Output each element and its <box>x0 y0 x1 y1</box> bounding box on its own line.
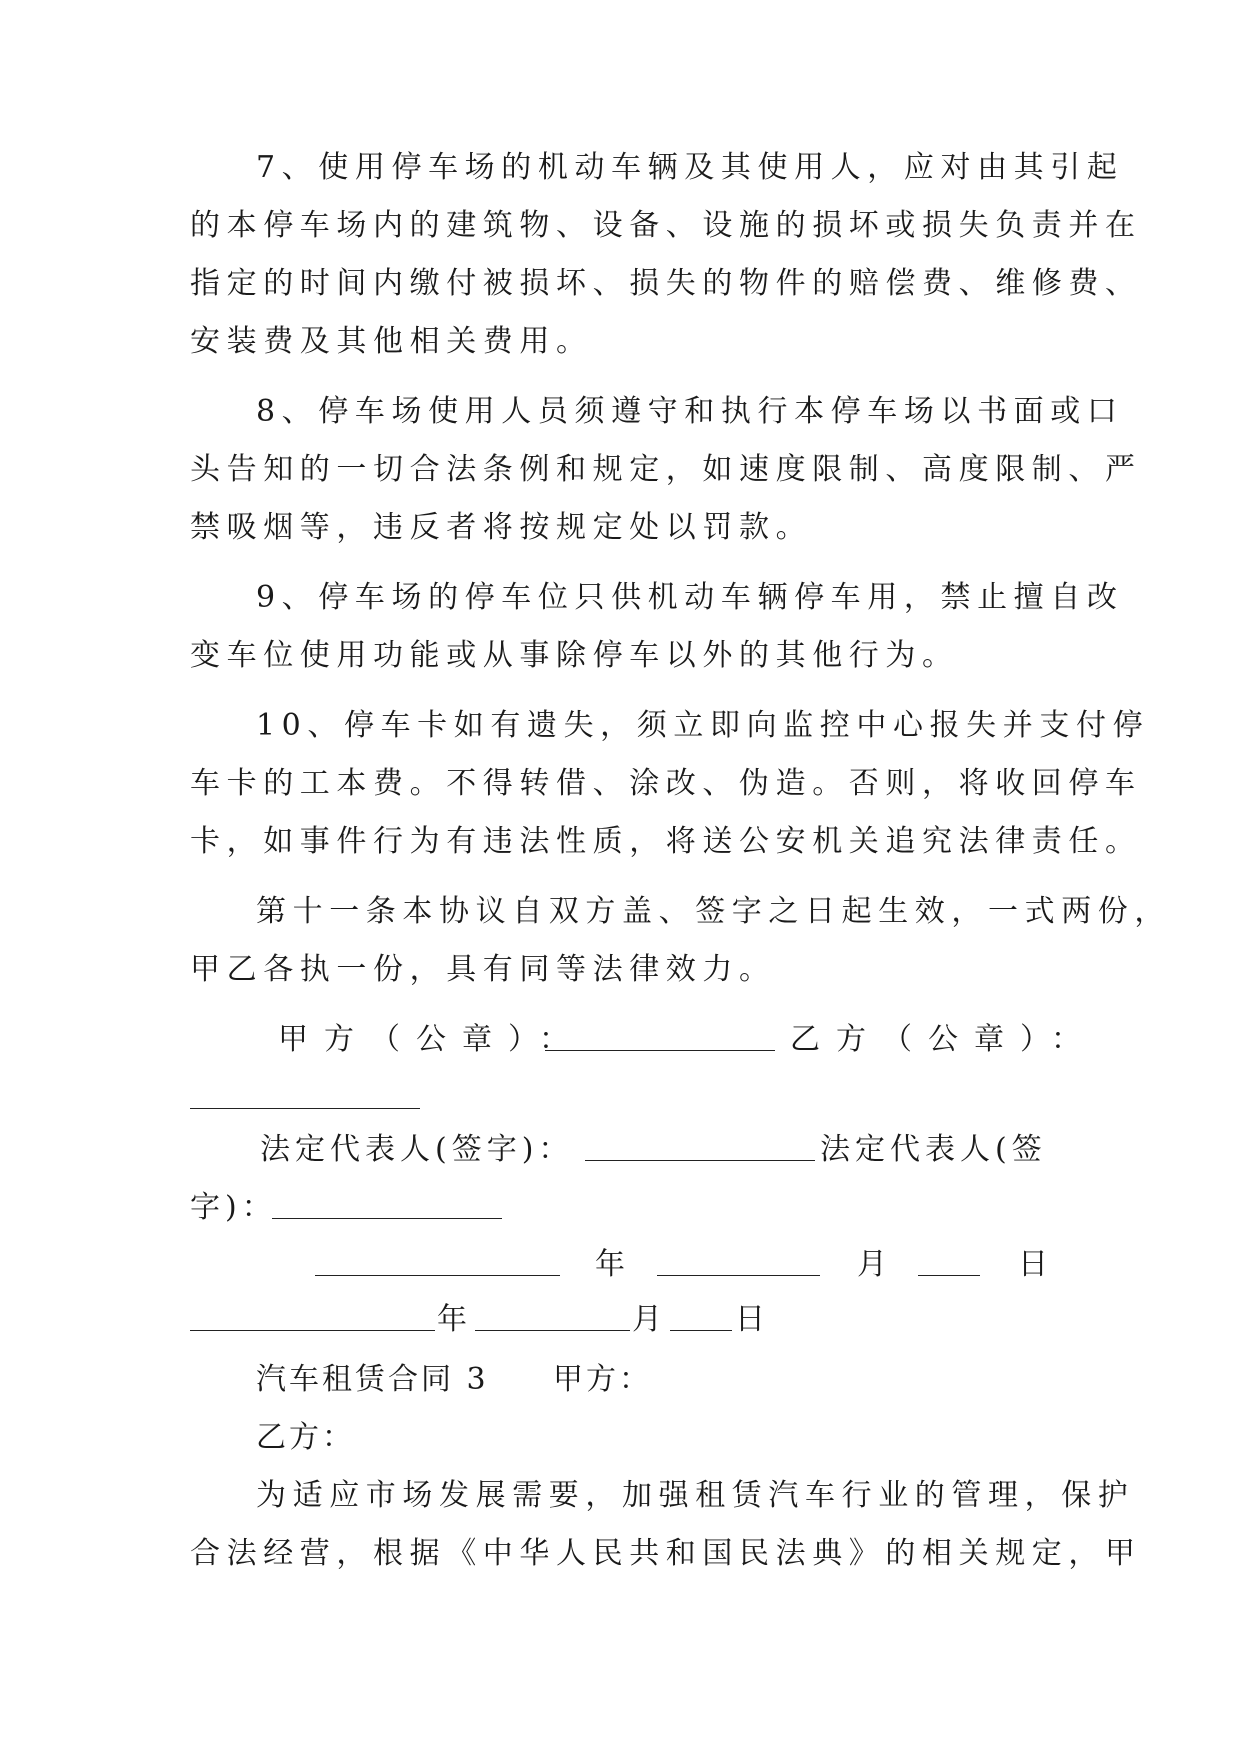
clause-11-line-1: 第十一条本协议自双方盖、签字之日起生效，一式两份， <box>256 894 1171 929</box>
clause-8-line-3: 禁吸烟等，违反者将按规定处以罚款。 <box>190 510 813 545</box>
date-a-month-blank <box>657 1245 820 1276</box>
next-contract-title: 汽车租赁合同 3 <box>256 1362 489 1397</box>
date-b-month-blank <box>475 1300 630 1331</box>
clause-8-line-2: 头告知的一切合法条例和规定，如速度限制、高度限制、严 <box>190 452 1142 487</box>
clause-10-line-1: 10、停车卡如有遗失，须立即向监控中心报失并支付停 <box>256 708 1150 743</box>
clause-11-line-2: 甲乙各执一份，具有同等法律效力。 <box>190 952 776 987</box>
clause-7-line-4: 安装费及其他相关费用。 <box>190 324 593 359</box>
date-b-day-label: 日 <box>735 1302 765 1337</box>
next-contract-party-b: 乙方： <box>256 1420 355 1455</box>
legal-rep-b-label-cont: 字)： <box>190 1190 277 1225</box>
date-a-day-label: 日 <box>1018 1247 1048 1282</box>
legal-rep-b-blank <box>272 1188 502 1219</box>
legal-rep-a-label: 法定代表人(签字)： <box>260 1132 574 1167</box>
clause-9-line-2: 变车位使用功能或从事除停车以外的其他行为。 <box>190 638 959 673</box>
date-a-year-blank <box>315 1245 560 1276</box>
party-b-seal-label: 乙方（公章）： <box>790 1022 1097 1057</box>
clause-8-line-1: 8、停车场使用人员须遵守和执行本停车场以书面或口 <box>256 394 1124 429</box>
date-b-year-label: 年 <box>437 1302 467 1337</box>
legal-rep-a-blank <box>585 1130 815 1161</box>
date-b-month-label: 月 <box>632 1302 662 1337</box>
party-b-seal-blank <box>190 1078 420 1109</box>
next-contract-intro-line-2: 合法经营，根据《中华人民共和国民法典》的相关规定，甲 <box>190 1536 1142 1571</box>
next-contract-intro-line-1: 为适应市场发展需要，加强租赁汽车行业的管理，保护 <box>256 1478 1135 1513</box>
clause-10-line-2: 车卡的工本费。不得转借、涂改、伪造。否则，将收回停车 <box>190 766 1142 801</box>
clause-7-line-3: 指定的时间内缴付被损坏、损失的物件的赔偿费、维修费、 <box>190 266 1142 301</box>
clause-7-line-2: 的本停车场内的建筑物、设备、设施的损坏或损失负责并在 <box>190 208 1142 243</box>
clause-9-line-1: 9、停车场的停车位只供机动车辆停车用，禁止擅自改 <box>256 580 1124 615</box>
date-a-day-blank <box>918 1245 980 1276</box>
clause-10-line-3: 卡，如事件行为有违法性质，将送公安机关追究法律责任。 <box>190 824 1142 859</box>
date-b-year-blank <box>190 1300 435 1331</box>
date-a-year-label: 年 <box>595 1247 625 1282</box>
party-a-seal-blank <box>545 1020 775 1051</box>
party-a-seal-label: 甲方（公章）： <box>278 1022 585 1057</box>
date-a-month-label: 月 <box>857 1247 887 1282</box>
next-contract-party-a: 甲方： <box>553 1362 652 1397</box>
legal-rep-b-label: 法定代表人(签 <box>820 1132 1047 1167</box>
date-b-day-blank <box>670 1300 732 1331</box>
clause-7-line-1: 7、使用停车场的机动车辆及其使用人，应对由其引起 <box>256 150 1124 185</box>
